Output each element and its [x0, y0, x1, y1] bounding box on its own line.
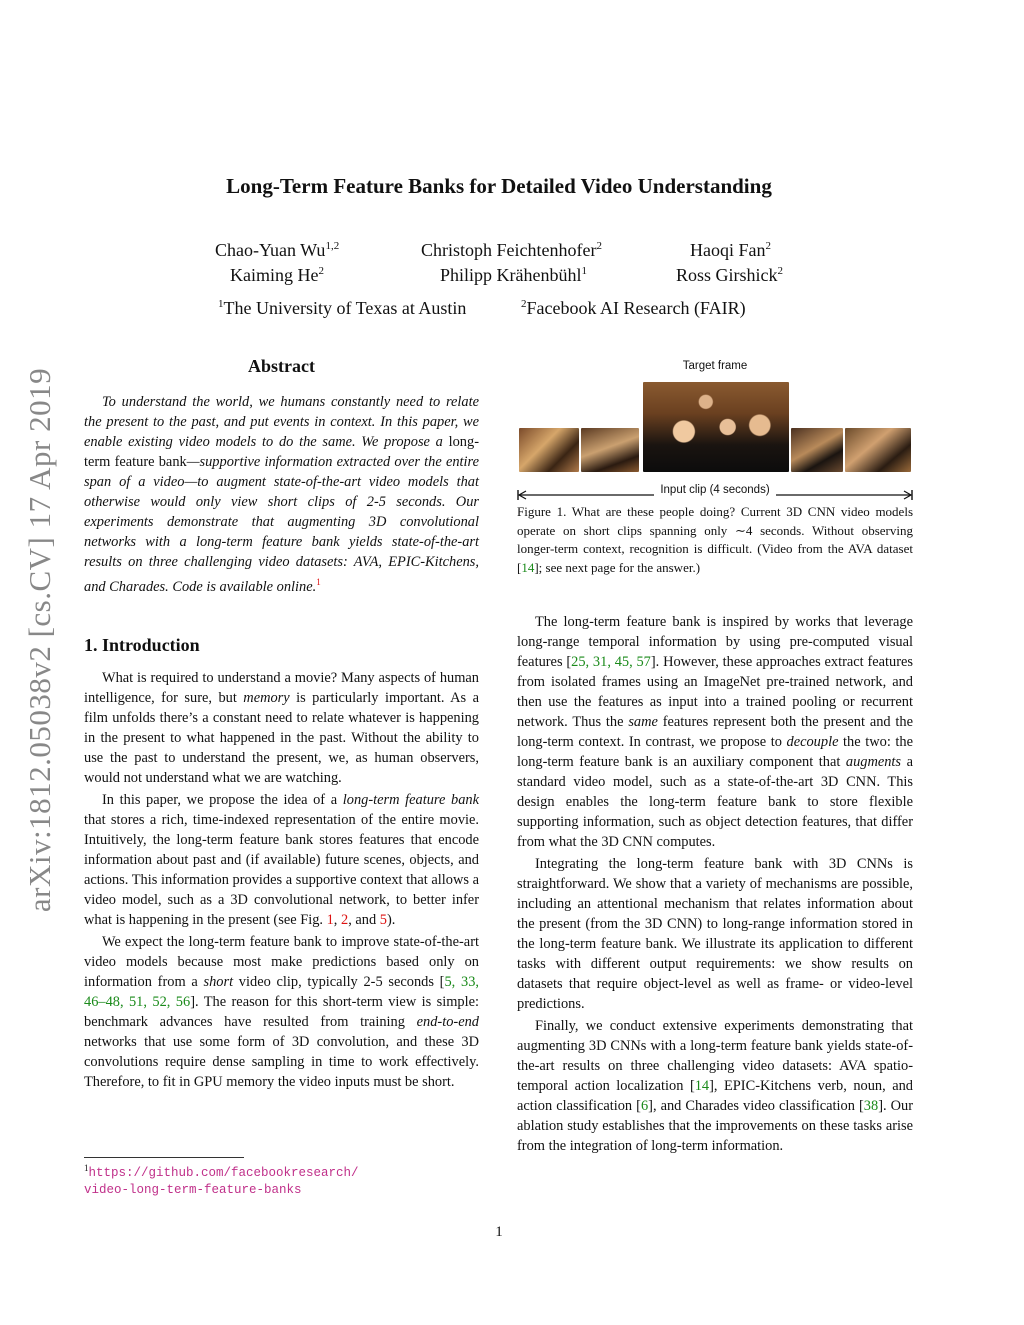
right-paragraph-2: Integrating the long-term feature bank with 3D CNNs is straightforward. We show that a variety of mechanisms are possible, including an attentional mechanism that relates information about the present (from the 3D CNN) to long-range information stored in the long-term feature bank. We illustrate its application to different tasks with different output requirements: we show results on datasets that require object-level as well as frame- or video-level predictions.: [517, 856, 913, 1012]
section-heading-introduction: 1. Introduction: [84, 635, 200, 655]
author-5: Philipp Krähenbühl$^1$: [440, 265, 587, 285]
figure-caption: Figure 1. What are these people doing? Current 3D CNN video models operate on short clips spanning only ∼4 seconds. Without observing longer-term context, recognition is difficult. (Video from the AVA dataset [14]; see next page for the answer.): [517, 504, 913, 575]
video-frame-1: [519, 428, 579, 472]
video-frame-4: [845, 428, 911, 472]
footnote-ref[interactable]: 1: [316, 577, 321, 587]
abstract-text: To understand the world, we humans constantly need to relate the present to the past, and put events in context. In this paper, we enable existing video models to do the same. We propose a long-term feature bank—supportive information extracted over the entire span of a video—to augment state-of-the-art video models that otherwise would only view short clips of 2-5 seconds. Our experiments demonstrate that augmenting 3D convolutional networks with a long-term feature bank yields state-of-the-art results on three challenging video datasets: AVA, EPIC-Kitchens, and Charades. Code is available online.$^1$: [84, 394, 480, 595]
citation-link[interactable]: 5, 33, 46–48, 51, 52, 56: [84, 974, 479, 1010]
affiliation-2: $^2$Facebook AI Research (FAIR): [521, 298, 746, 318]
figure-target-frame-label: Target frame: [682, 360, 748, 372]
arxiv-stamp: arXiv:1812.05038v2 [cs.CV] 17 Apr 2019: [22, 367, 57, 913]
affiliation-1: $^1$The University of Texas at Austin: [218, 298, 467, 318]
author-6: Ross Girshick$^2$: [676, 265, 784, 285]
right-paragraph-1: The long-term feature bank is inspired by works that leverage long-range temporal information by using pre-computed visual features [25, 31, 45, 57]. However, these approaches extract features from isolated frames using an ImageNet pre-trained network, and then use the features as input into a trained pooling or recurrent network. Thus the same features represent both the present and the long-term context. In contrast, we propose to decouple the two: the long-term feature bank is an auxiliary component that augments a standard video model, such as a state-of-the-art 3D CNN. This design enables the long-term feature bank to store flexible supporting information, such as object detection features, that differ from what the 3D CNN computes.: [517, 614, 913, 850]
intro-paragraph-3: We expect the long-term feature bank to improve state-of-the-art video models because most make predictions based only on information from a short video clip, typically 2-5 seconds [5, 33, 46–48, 51, 52, 56]. The reason for this short-term view is simple: benchmark advances have resulted from training end-to-end networks that use some form of 3D convolution, and these 3D convolutions require dense sampling in time to work effectively. Therefore, to fit in GPU memory the video inputs must be short.: [84, 934, 479, 1090]
paper-title: Long-Term Feature Banks for Detailed Video Understanding: [226, 174, 772, 198]
author-2: Christoph Feichtenhofer$^2$: [421, 240, 602, 260]
author-4: Kaiming He$^2$: [230, 265, 324, 285]
figure-1: [517, 356, 913, 504]
citation-link[interactable]: 38: [863, 1098, 879, 1114]
author-3: Haoqi Fan$^2$: [690, 240, 771, 260]
right-paragraph-3: Finally, we conduct extensive experiments demonstrating that augmenting 3D CNNs with a long-term feature bank yields state-of-the-art results on three challenging video datasets: AVA spatio-temporal action localization [14], EPIC-Kitchens verb, noun, and action classification [6], and Charades video classification [38]. Our ablation study establishes that the improvements on these tasks arise from the integration of long-term information.: [517, 1018, 914, 1154]
citation-link[interactable]: 25, 31, 45, 57: [571, 654, 651, 670]
target-frame-image: [643, 382, 789, 472]
citation-link[interactable]: 6: [640, 1098, 649, 1114]
figure-ref-link[interactable]: 2: [341, 912, 349, 928]
figure-input-clip-label: Input clip (4 seconds): [517, 484, 913, 496]
figure-ref-link[interactable]: 1: [326, 912, 334, 928]
right-column-body: [517, 612, 913, 1156]
citation-link[interactable]: 14: [521, 559, 535, 575]
abstract-heading: Abstract: [248, 356, 315, 376]
figure-ref-link[interactable]: 5: [379, 912, 387, 928]
citation-link[interactable]: 14: [694, 1078, 710, 1094]
footnote-url-link[interactable]: https://github.com/facebookresearch/: [88, 1166, 359, 1181]
author-1: Chao-Yuan Wu$^{1,2}$: [215, 240, 340, 260]
video-frame-2: [581, 428, 639, 472]
intro-paragraph-2: In this paper, we propose the idea of a long-term feature bank that stores a rich, time-indexed representation of the entire movie. Intuitively, the long-term feature bank stores features that encode information about past and (if available) future scenes, objects, and actions. This information provides a supportive context that allows a video model, such as a 3D convolutional network, to better infer what is happening in the present (see Fig. 1, 2, and 5).: [84, 792, 479, 928]
footnote-url-link-continued[interactable]: video-long-term-feature-banks: [84, 1183, 302, 1198]
intro-paragraph-1: What is required to understand a movie? Many aspects of human intelligence, for sure, but memory is particularly important. As a film unfolds there’s a constant need to relate whatever is happening in the present to what happened in the past. Without the ability to use the past to understand the present, we, as human observers, would not understand what we are watching.: [84, 670, 479, 786]
footnote-divider: [84, 1157, 244, 1158]
page-number: 1: [495, 1224, 503, 1240]
footnote: $^1$https://github.com/facebookresearch/ video-long-term-feature-banks: [84, 1163, 359, 1198]
intro-body: [84, 668, 479, 1092]
video-frame-3: [791, 428, 843, 472]
